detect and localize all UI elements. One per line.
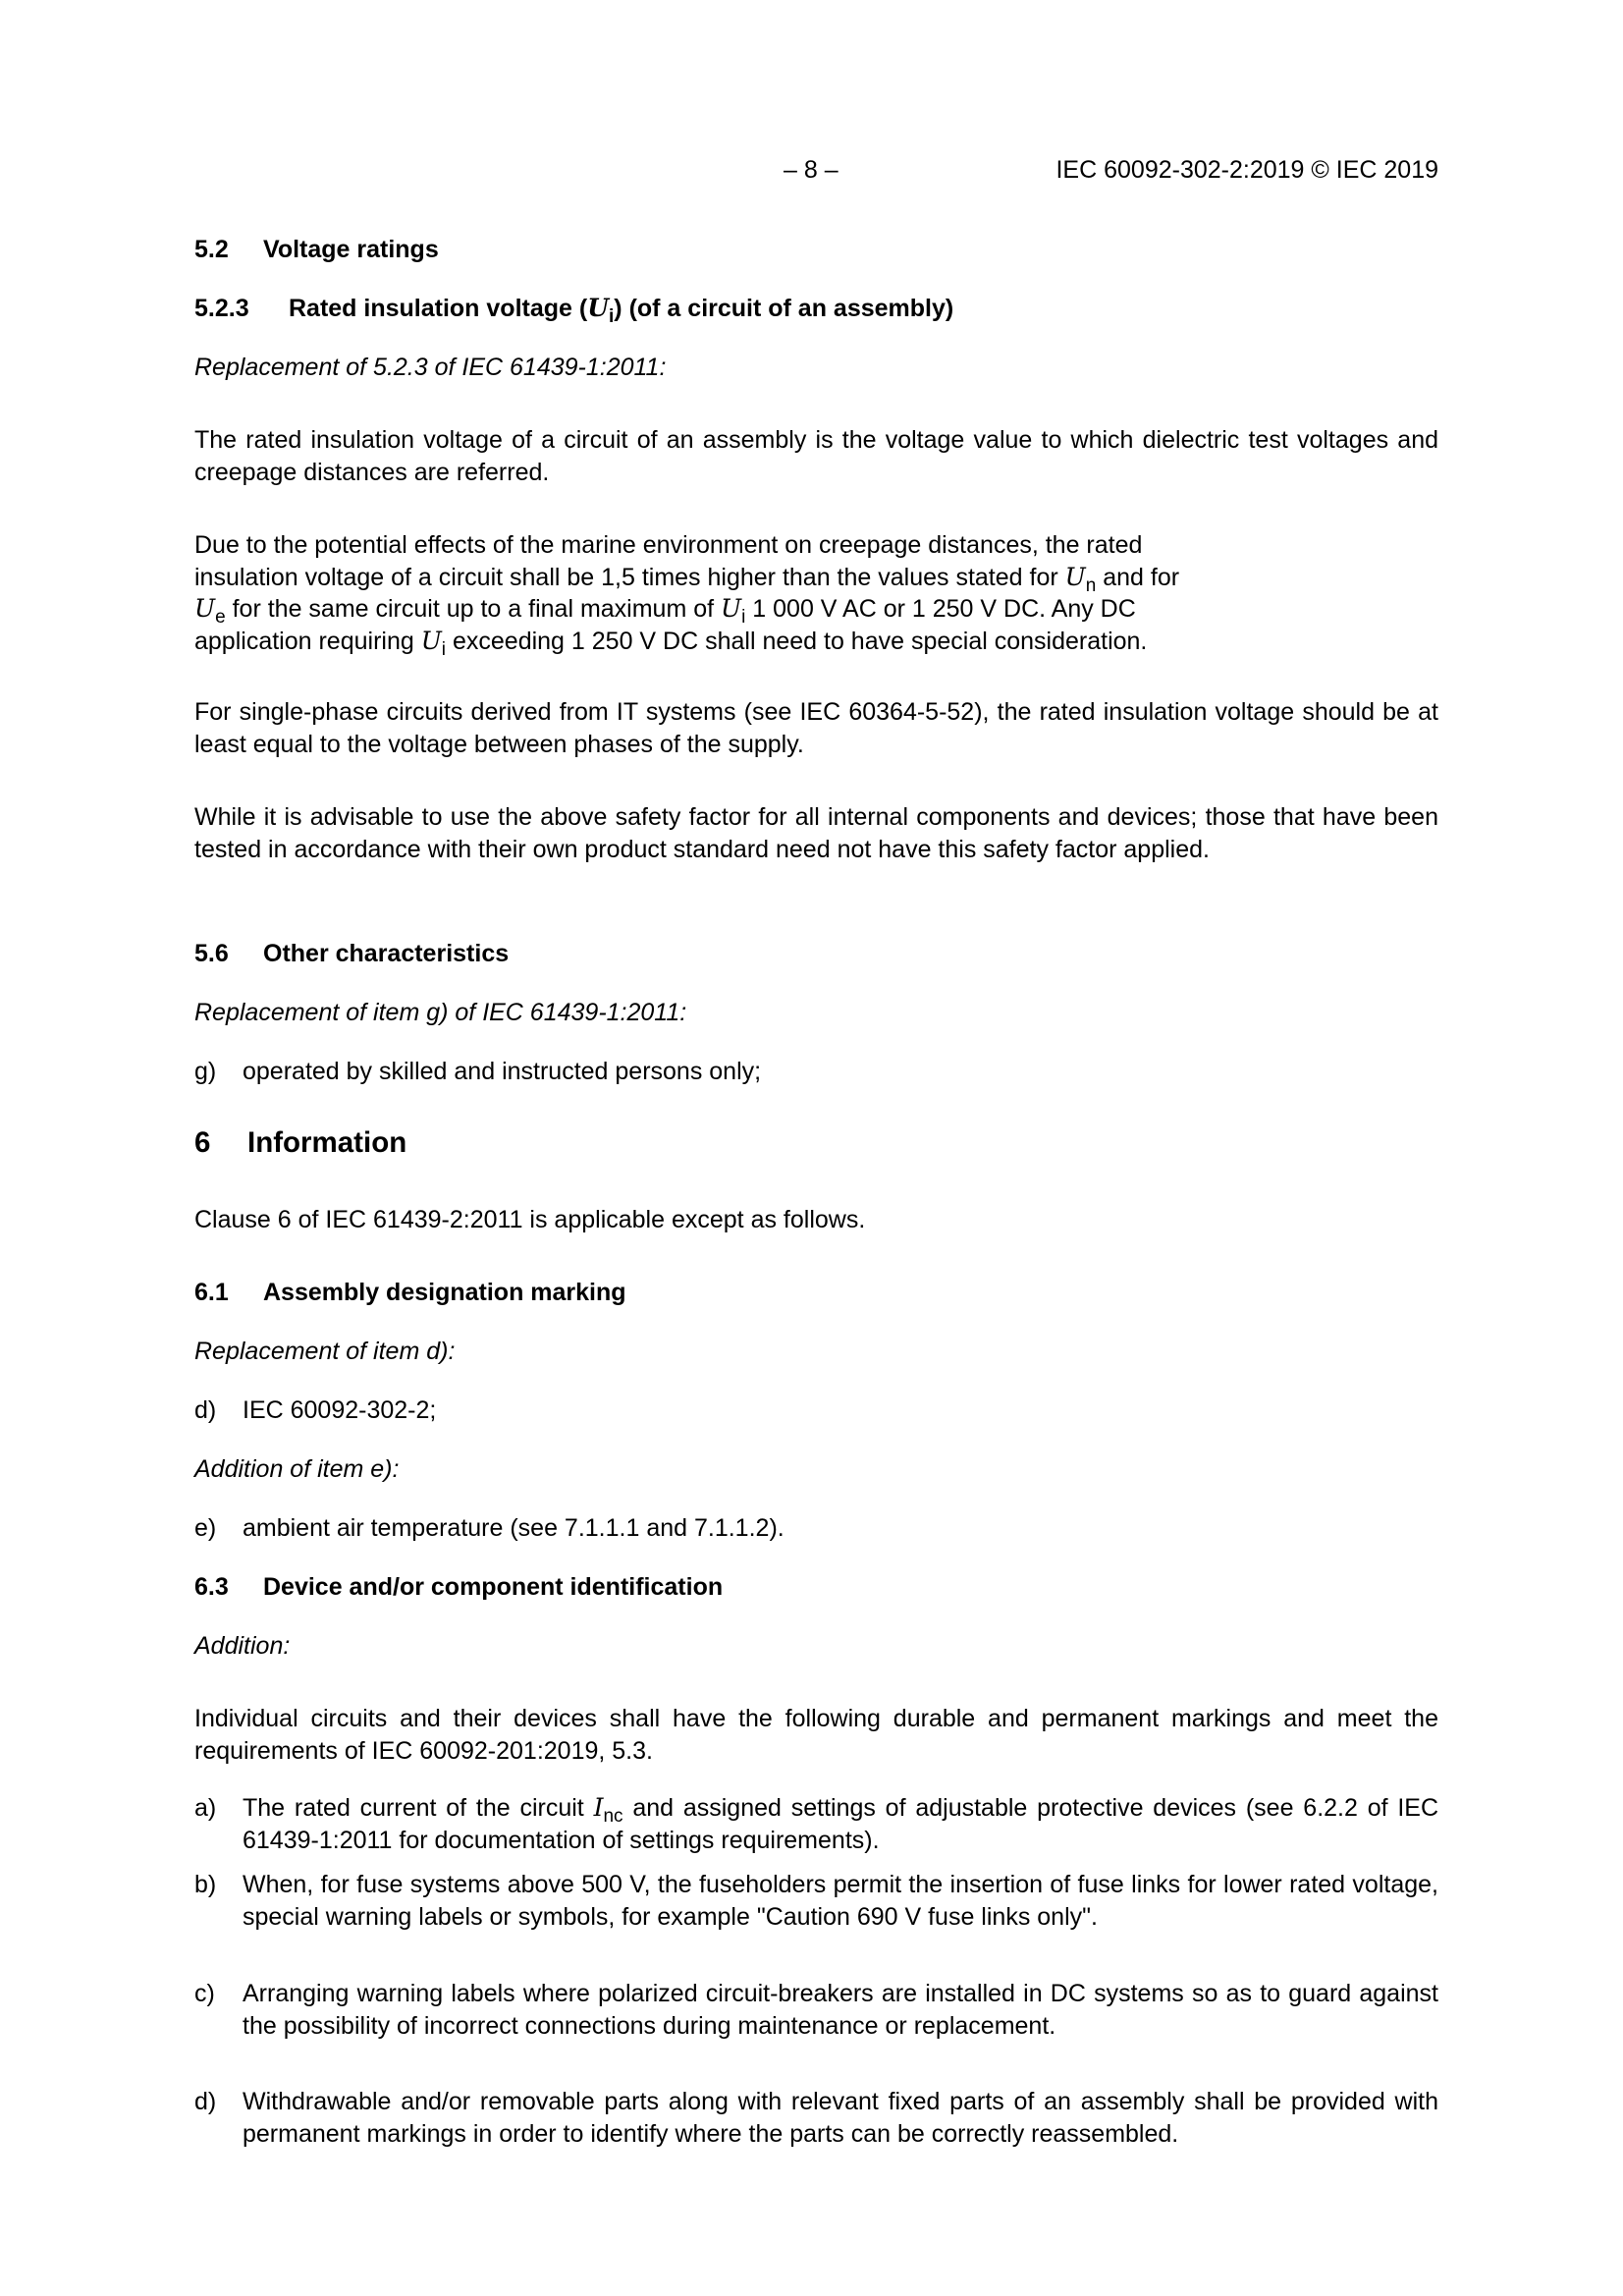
paragraph-marine-environment — [194, 529, 1438, 660]
section-title: Information — [247, 1126, 407, 1159]
section-title: Assembly designation marking — [263, 1279, 626, 1306]
list-item-b — [194, 1869, 1438, 1933]
list-text: Arranging warning labels where polarized circuit-breakers are installed in DC systems so as to guard against the possibility of incorrect connections during maintenance or replacement. — [243, 1980, 1438, 2040]
symbol-subscript: i — [609, 306, 615, 327]
replacement-note-6-1: Replacement of item d): — [194, 1338, 456, 1365]
list-marker: c) — [194, 1980, 215, 2007]
list-text: ambient air temperature (see 7.1.1.1 and 7.1.1.2). — [243, 1514, 784, 1542]
symbol-u: U — [194, 594, 216, 623]
list-marker: d) — [194, 1396, 217, 1424]
section-title-b: ) (of a circuit of an assembly) — [614, 295, 954, 322]
heading-6 — [194, 1127, 1438, 1160]
paragraph-line: application requiring $U_i$ exceeding 1 250 V DC shall need to have special consideration. — [194, 626, 1148, 660]
list-text: IEC 60092-302-2; — [243, 1396, 437, 1424]
section-title: Voltage ratings — [263, 236, 439, 263]
list-marker: e) — [194, 1514, 217, 1542]
document-reference: IEC 60092-302-2:2019 © IEC 2019 — [1055, 156, 1438, 184]
list-marker: a) — [194, 1794, 217, 1822]
list-text: operated by skilled and instructed persons only; — [243, 1058, 762, 1085]
section-number: 6.3 — [194, 1573, 229, 1601]
paragraph-rated-insulation-definition: The rated insulation voltage of a circuit of an assembly is the voltage value to which dielectric test voltages and creepage distances are referred. — [194, 426, 1438, 486]
section-number: 5.2 — [194, 236, 229, 263]
list-text: When, for fuse systems above 500 V, the fuseholders permit the insertion of fuse links for lower rated voltage, special warning labels or symbols, for example "Caution 690 V fuse links only". — [243, 1871, 1438, 1931]
symbol-u: U — [1064, 562, 1086, 591]
section-title-a: Rated insulation voltage ( — [289, 295, 588, 322]
heading-6-1 — [194, 1277, 1438, 1309]
list-item-a — [194, 1792, 1438, 1856]
list-marker: d) — [194, 2088, 217, 2115]
list-item-d-withdrawable — [194, 2086, 1438, 2150]
list-item-c — [194, 1978, 1438, 2042]
section-number: 5.6 — [194, 940, 229, 967]
list-item-e — [194, 1512, 1438, 1545]
heading-5-2 — [194, 234, 1438, 266]
list-marker: g) — [194, 1058, 217, 1085]
section-number: 5.2.3 — [194, 295, 249, 322]
list-item-d — [194, 1394, 1438, 1427]
heading-5-6 — [194, 938, 1438, 970]
symbol-i: I — [593, 1793, 604, 1822]
list-text: The rated current of the circuit $I_{nc}$ and assigned settings of adjustable protective devices (see 6.2.2 of IEC 61439-1:2011 for documentation of settings requirements). — [243, 1793, 1439, 1854]
replacement-note-5-6: Replacement of item g) of IEC 61439-1:2011: — [194, 999, 687, 1026]
page-number: – 8 – — [784, 156, 839, 184]
paragraph-line: $U_e$ for the same circuit up to a final maximum of $U_i$ 1 000 V AC or 1 250 V DC. Any DC — [194, 594, 1136, 628]
symbol-u: U — [420, 626, 442, 655]
symbol-u: U — [721, 594, 742, 623]
paragraph-safety-factor: While it is advisable to use the above safety factor for all internal components and devices; those that have been tested in accordance with their own product standard need not have this safety factor applied. — [194, 803, 1438, 863]
section-number: 6.1 — [194, 1279, 229, 1306]
heading-5-2-3 — [194, 293, 1438, 325]
section-number: 6 — [194, 1126, 211, 1159]
list-text: Withdrawable and/or removable parts along with relevant fixed parts of an assembly shall be provided with permanent markings in order to identify where the parts can be correctly reassembled. — [243, 2088, 1438, 2148]
paragraph-clause-6: Clause 6 of IEC 61439-2:2011 is applicable except as follows. — [194, 1206, 866, 1233]
section-title: Device and/or component identification — [263, 1573, 724, 1601]
addition-note-6-1: Addition of item e): — [194, 1455, 400, 1483]
heading-6-3 — [194, 1571, 1438, 1604]
addition-note-6-3: Addition: — [194, 1632, 291, 1660]
section-title: Other characteristics — [263, 940, 510, 967]
list-item-g — [194, 1056, 1438, 1088]
replacement-note-5-2-3: Replacement of 5.2.3 of IEC 61439-1:2011: — [194, 354, 667, 381]
paragraph-line: insulation voltage of a circuit shall be 1,5 times higher than the values stated for $U_n$ and for — [194, 562, 1180, 596]
list-marker: b) — [194, 1871, 217, 1898]
paragraph-durable-markings: Individual circuits and their devices shall have the following durable and permanent markings and meet the requirements of IEC 60092-201:2019, 5.3. — [194, 1705, 1438, 1765]
symbol-u: U — [587, 294, 610, 322]
paragraph-single-phase-circuits: For single-phase circuits derived from IT systems (see IEC 60364-5-52), the rated insulation voltage should be at least equal to the voltage between phases of the supply. — [194, 698, 1438, 758]
paragraph-line: Due to the potential effects of the marine environment on creepage distances, the rated — [194, 531, 1143, 559]
